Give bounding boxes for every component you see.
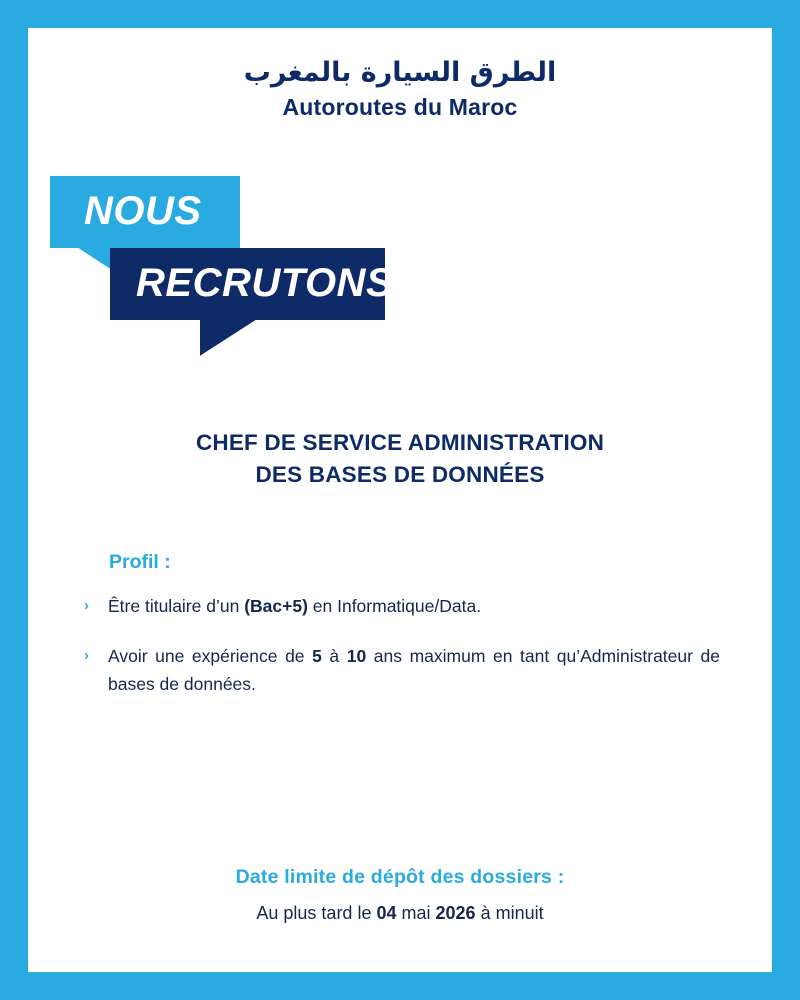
job-title-line-1: CHEF DE SERVICE ADMINISTRATION (195, 429, 605, 455)
requirement-2-mid: à (321, 645, 347, 666)
requirement-2-strong-min: 5 (312, 645, 322, 666)
deadline-year: 2026 (435, 903, 476, 923)
job-title-line-2: DES BASES DE DONNÉES (255, 461, 545, 487)
logo-french-text: Autoroutes du Maroc (282, 93, 518, 120)
chevron-right-icon: › (84, 596, 89, 614)
recruitment-poster (28, 28, 772, 972)
deadline-value (28, 903, 772, 924)
banner-bottom-ribbon-fold (200, 320, 256, 356)
list-item (84, 592, 720, 620)
deadline-prefix: Au plus tard le (256, 903, 377, 923)
list-item (84, 642, 720, 698)
logo (28, 28, 772, 121)
profile-section (28, 551, 772, 698)
logo-arabic-text: الطرق السيارة بالمغرب (243, 57, 557, 88)
deadline-label: Date limite de dépôt des dossiers : (235, 866, 565, 888)
requirement-1-post: en Informatique/Data. (307, 595, 482, 616)
page-title (28, 427, 772, 491)
deadline-suffix: à minuit (475, 903, 544, 923)
requirement-1-strong: (Bac+5) (244, 595, 308, 616)
chevron-right-icon: › (84, 646, 89, 664)
deadline-block (28, 866, 772, 924)
deadline-month: mai (396, 903, 436, 923)
requirement-2-strong-max: 10 (346, 645, 367, 666)
banner-line-nous: NOUS (50, 176, 240, 248)
requirement-1-pre: Être titulaire d’un (108, 595, 245, 616)
requirement-text-1 (108, 592, 720, 620)
requirement-2-post: ans maximum en tant qu’Administrateur de bases de données. (108, 645, 720, 694)
recruiting-banner (28, 166, 772, 331)
deadline-day: 04 (376, 903, 397, 923)
requirement-text-2 (108, 642, 720, 698)
banner-line-recrutons: RECRUTONS (110, 248, 385, 320)
profile-heading: Profil : (109, 550, 171, 573)
requirement-2-pre: Avoir une expérience de (108, 645, 313, 666)
